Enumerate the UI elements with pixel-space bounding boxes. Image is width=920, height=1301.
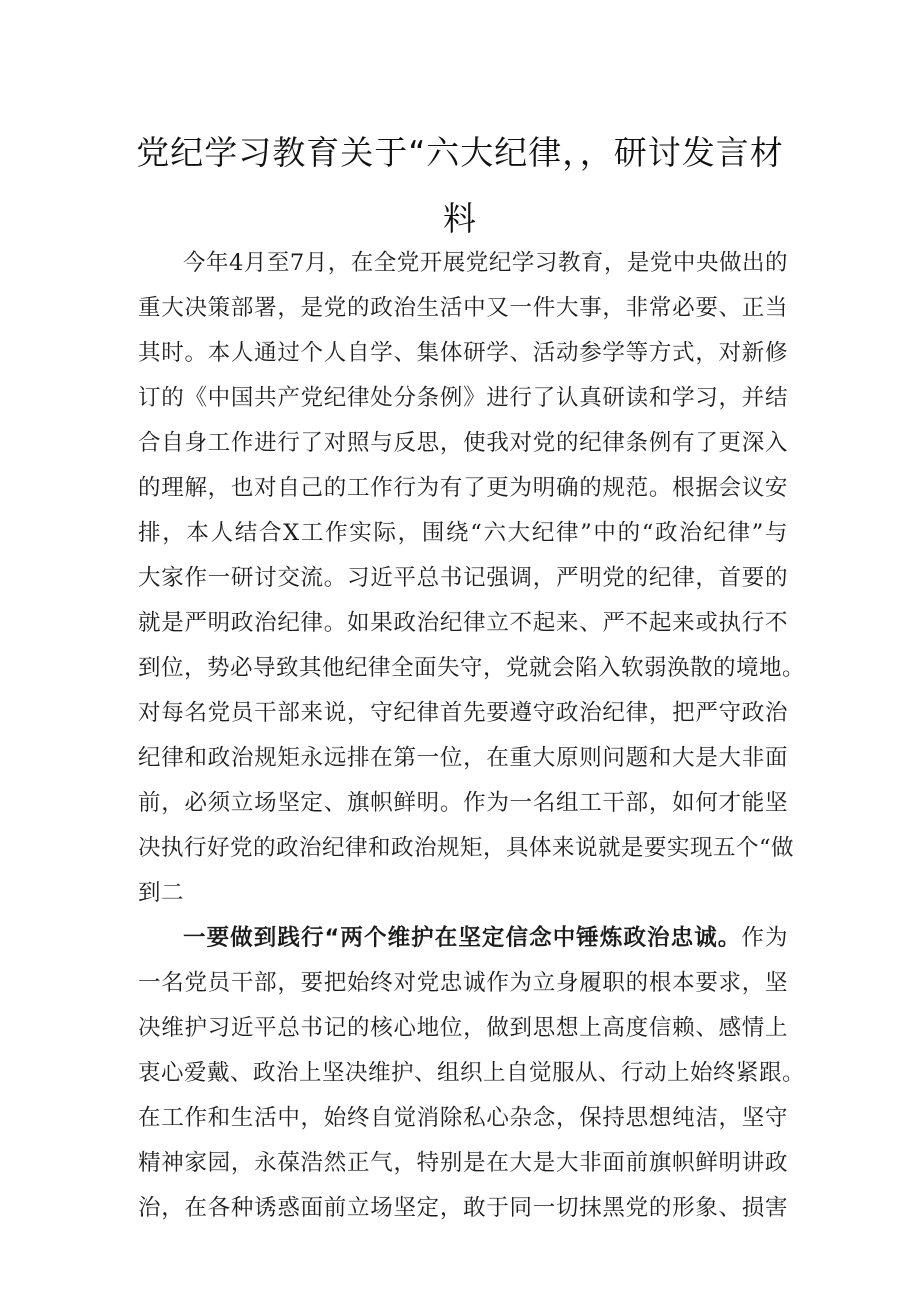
paragraph-1-line: 重大决策部署，是党的政治生活中又一件大事，非常必要、正当 bbox=[138, 295, 788, 321]
paragraph-1-line: 订的《中国共产党纪律处分条例》进行了认真研读和学习，并结 bbox=[138, 385, 788, 411]
paragraph-2-line: 精神家园，永葆浩然正气，特别是在大是大非面前旗帜鲜明讲政 bbox=[138, 1150, 788, 1176]
paragraph-2-heading-tail: 作为 bbox=[741, 925, 788, 951]
paragraph-1-line: 决执行好党的政治纪律和政治规矩，具体来说就是要实现五个“做 bbox=[138, 835, 795, 861]
paragraph-1-line: 的理解，也对自己的工作行为有了更为明确的规范。根据会议安 bbox=[138, 475, 788, 501]
paragraph-2-heading: 一要做到践行“两个维护在坚定信念中锤炼政治忠诚。 bbox=[183, 925, 742, 951]
paragraph-1-line: 到二 bbox=[138, 880, 185, 906]
paragraph-1-line: 对每名党员干部来说，守纪律首先要遵守政治纪律，把严守政治 bbox=[138, 700, 788, 726]
document-title-line-2: 料 bbox=[443, 199, 477, 238]
paragraph-2-line: 决维护习近平总书记的核心地位，做到思想上高度信赖、感情上 bbox=[138, 1015, 788, 1041]
paragraph-1-line: 大家作一研讨交流。习近平总书记强调，严明党的纪律，首要的 bbox=[138, 565, 788, 591]
document-title-line-1: 党纪学习教育关于“六大纪律，，研讨发言材 bbox=[136, 133, 784, 172]
paragraph-1-line: 排，本人结合X工作实际，围绕“六大纪律”中的“政治纪律”与 bbox=[138, 520, 788, 546]
paragraph-1-line: 就是严明政治纪律。如果政治纪律立不起来、严不起来或执行不 bbox=[138, 610, 788, 636]
paragraph-1-line: 纪律和政治规矩永远排在第一位，在重大原则问题和大是大非面 bbox=[138, 745, 788, 771]
paragraph-2-line: 一名党员干部，要把始终对党忠诚作为立身履职的根本要求，坚 bbox=[138, 970, 788, 996]
paragraph-1-line: 到位，势必导致其他纪律全面失守，党就会陷入软弱涣散的境地。 bbox=[138, 655, 806, 681]
paragraph-1-line: 合自身工作进行了对照与反思，使我对党的纪律条例有了更深入 bbox=[138, 430, 788, 456]
paragraph-2-line: 治，在各种诱惑面前立场坚定，敢于同一切抹黑党的形象、损害 bbox=[138, 1195, 788, 1221]
paragraph-1-line: 今年4月至7月，在全党开展党纪学习教育，是党中央做出的 bbox=[183, 250, 788, 276]
paragraph-2-line: 衷心爱戴、政治上坚决维护、组织上自觉服从、行动上始终紧跟。 bbox=[138, 1060, 806, 1086]
paragraph-2-line: 在工作和生活中，始终自觉消除私心杂念，保持思想纯洁，坚守 bbox=[138, 1105, 788, 1131]
paragraph-2-first-line bbox=[183, 923, 788, 953]
paragraph-1-line: 前，必须立场坚定、旗帜鲜明。作为一名组工干部，如何才能坚 bbox=[138, 790, 788, 816]
paragraph-1-line: 其时。本人通过个人自学、集体研学、活动参学等方式，对新修 bbox=[138, 340, 788, 366]
